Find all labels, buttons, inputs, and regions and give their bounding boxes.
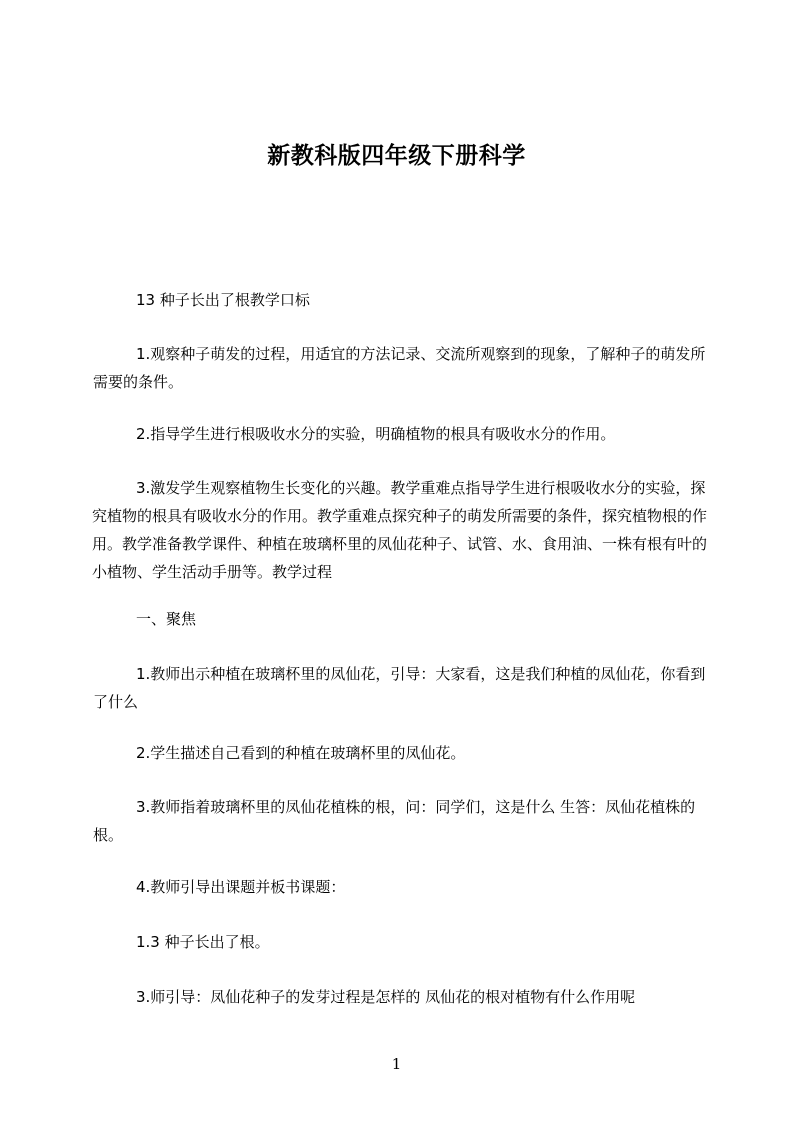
objective-1: 1.观察种子萌发的过程，用适宜的方法记录、交流所观察到的现象，了解种子的萌发所需要的条件。 — [93, 345, 706, 391]
objective-2: 2.指导学生进行根吸收水分的实验，明确植物的根具有吸收水分的作用。 — [136, 425, 616, 443]
step-2: 2.学生描述自己看到的种植在玻璃杯里的凤仙花。 — [136, 744, 466, 762]
section-heading-focus: 一、聚焦 — [136, 610, 197, 628]
step-4: 4.教师引导出课题并板书课题： — [136, 878, 346, 896]
document-title: 新教科版四年级下册科学 — [267, 143, 526, 169]
step-1: 1.教师出示种植在玻璃杯里的凤仙花，引导：大家看，这是我们种植的凤仙花，你看到了什么 — [93, 665, 706, 711]
page-number: 1 — [391, 1055, 402, 1073]
objective-3-and-preparation: 3.激发学生观察植物生长变化的兴趣。教学重难点指导学生进行根吸收水分的实验，探究植物的根具有吸收水分的作用。教学重难点探究种子的萌发所需要的条件，探究植物根的作用。教学准备教学课件、种植在玻璃杯里的凤仙花种子、试管、水、食用油、一株有根有叶的小植物、学生活动手册等。教学过程 — [92, 479, 708, 581]
step-3: 3.教师指着玻璃杯里的凤仙花植株的根，问：同学们，这是什么 生答：凤仙花植株的根。 — [93, 798, 696, 844]
lesson-heading: 13 种子长出了根教学口标 — [136, 291, 310, 309]
teacher-guiding-question: 3.师引导：凤仙花种子的发芽过程是怎样的 凤仙花的根对植物有什么作用呢 — [136, 988, 636, 1006]
lesson-title-board: 1.3 种子长出了根。 — [136, 933, 270, 951]
